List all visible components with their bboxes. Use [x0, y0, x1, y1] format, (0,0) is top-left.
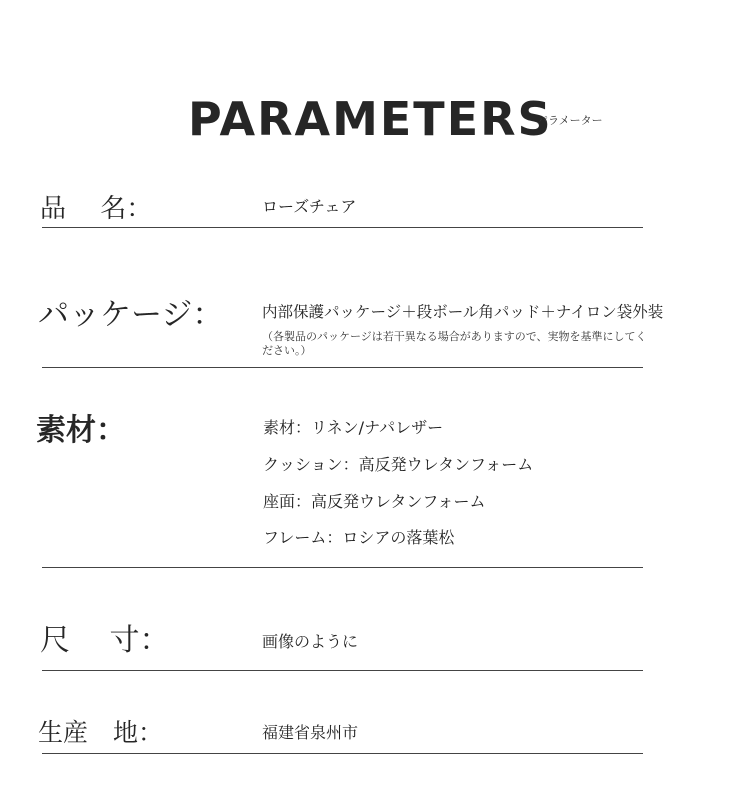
origin-value: 福建省泉州市: [262, 723, 359, 742]
origin-label: 生産 地：: [38, 718, 164, 747]
package-note: （各製品のパッケージは若干異なる場合がありますので、実物を基準にしてください。）: [262, 330, 647, 357]
size-label: 尺 寸：: [40, 623, 170, 658]
divider: [42, 367, 643, 368]
size-value: 画像のように: [262, 632, 359, 651]
package-value: 内部保護パッケージ＋段ボール角パッド＋ナイロン袋外装: [262, 303, 664, 321]
material-label: 素材：: [36, 413, 126, 448]
divider: [42, 567, 643, 568]
page-title: PARAMETERS: [188, 92, 553, 146]
divider: [42, 753, 643, 754]
material-item: 座面：高反発ウレタンフォーム: [263, 492, 486, 511]
material-item: フレーム：ロシアの落葉松: [263, 528, 455, 547]
page-subtitle: パラメーター: [537, 114, 603, 127]
package-label: パッケージ：: [38, 297, 224, 333]
divider: [42, 670, 643, 671]
product-name-label: 品 名：: [40, 194, 153, 224]
divider: [42, 227, 643, 228]
material-item: クッション：高反発ウレタンフォーム: [263, 455, 534, 474]
material-item: 素材：リネン/ナパレザー: [263, 418, 444, 437]
product-name-value: ローズチェア: [262, 197, 357, 216]
